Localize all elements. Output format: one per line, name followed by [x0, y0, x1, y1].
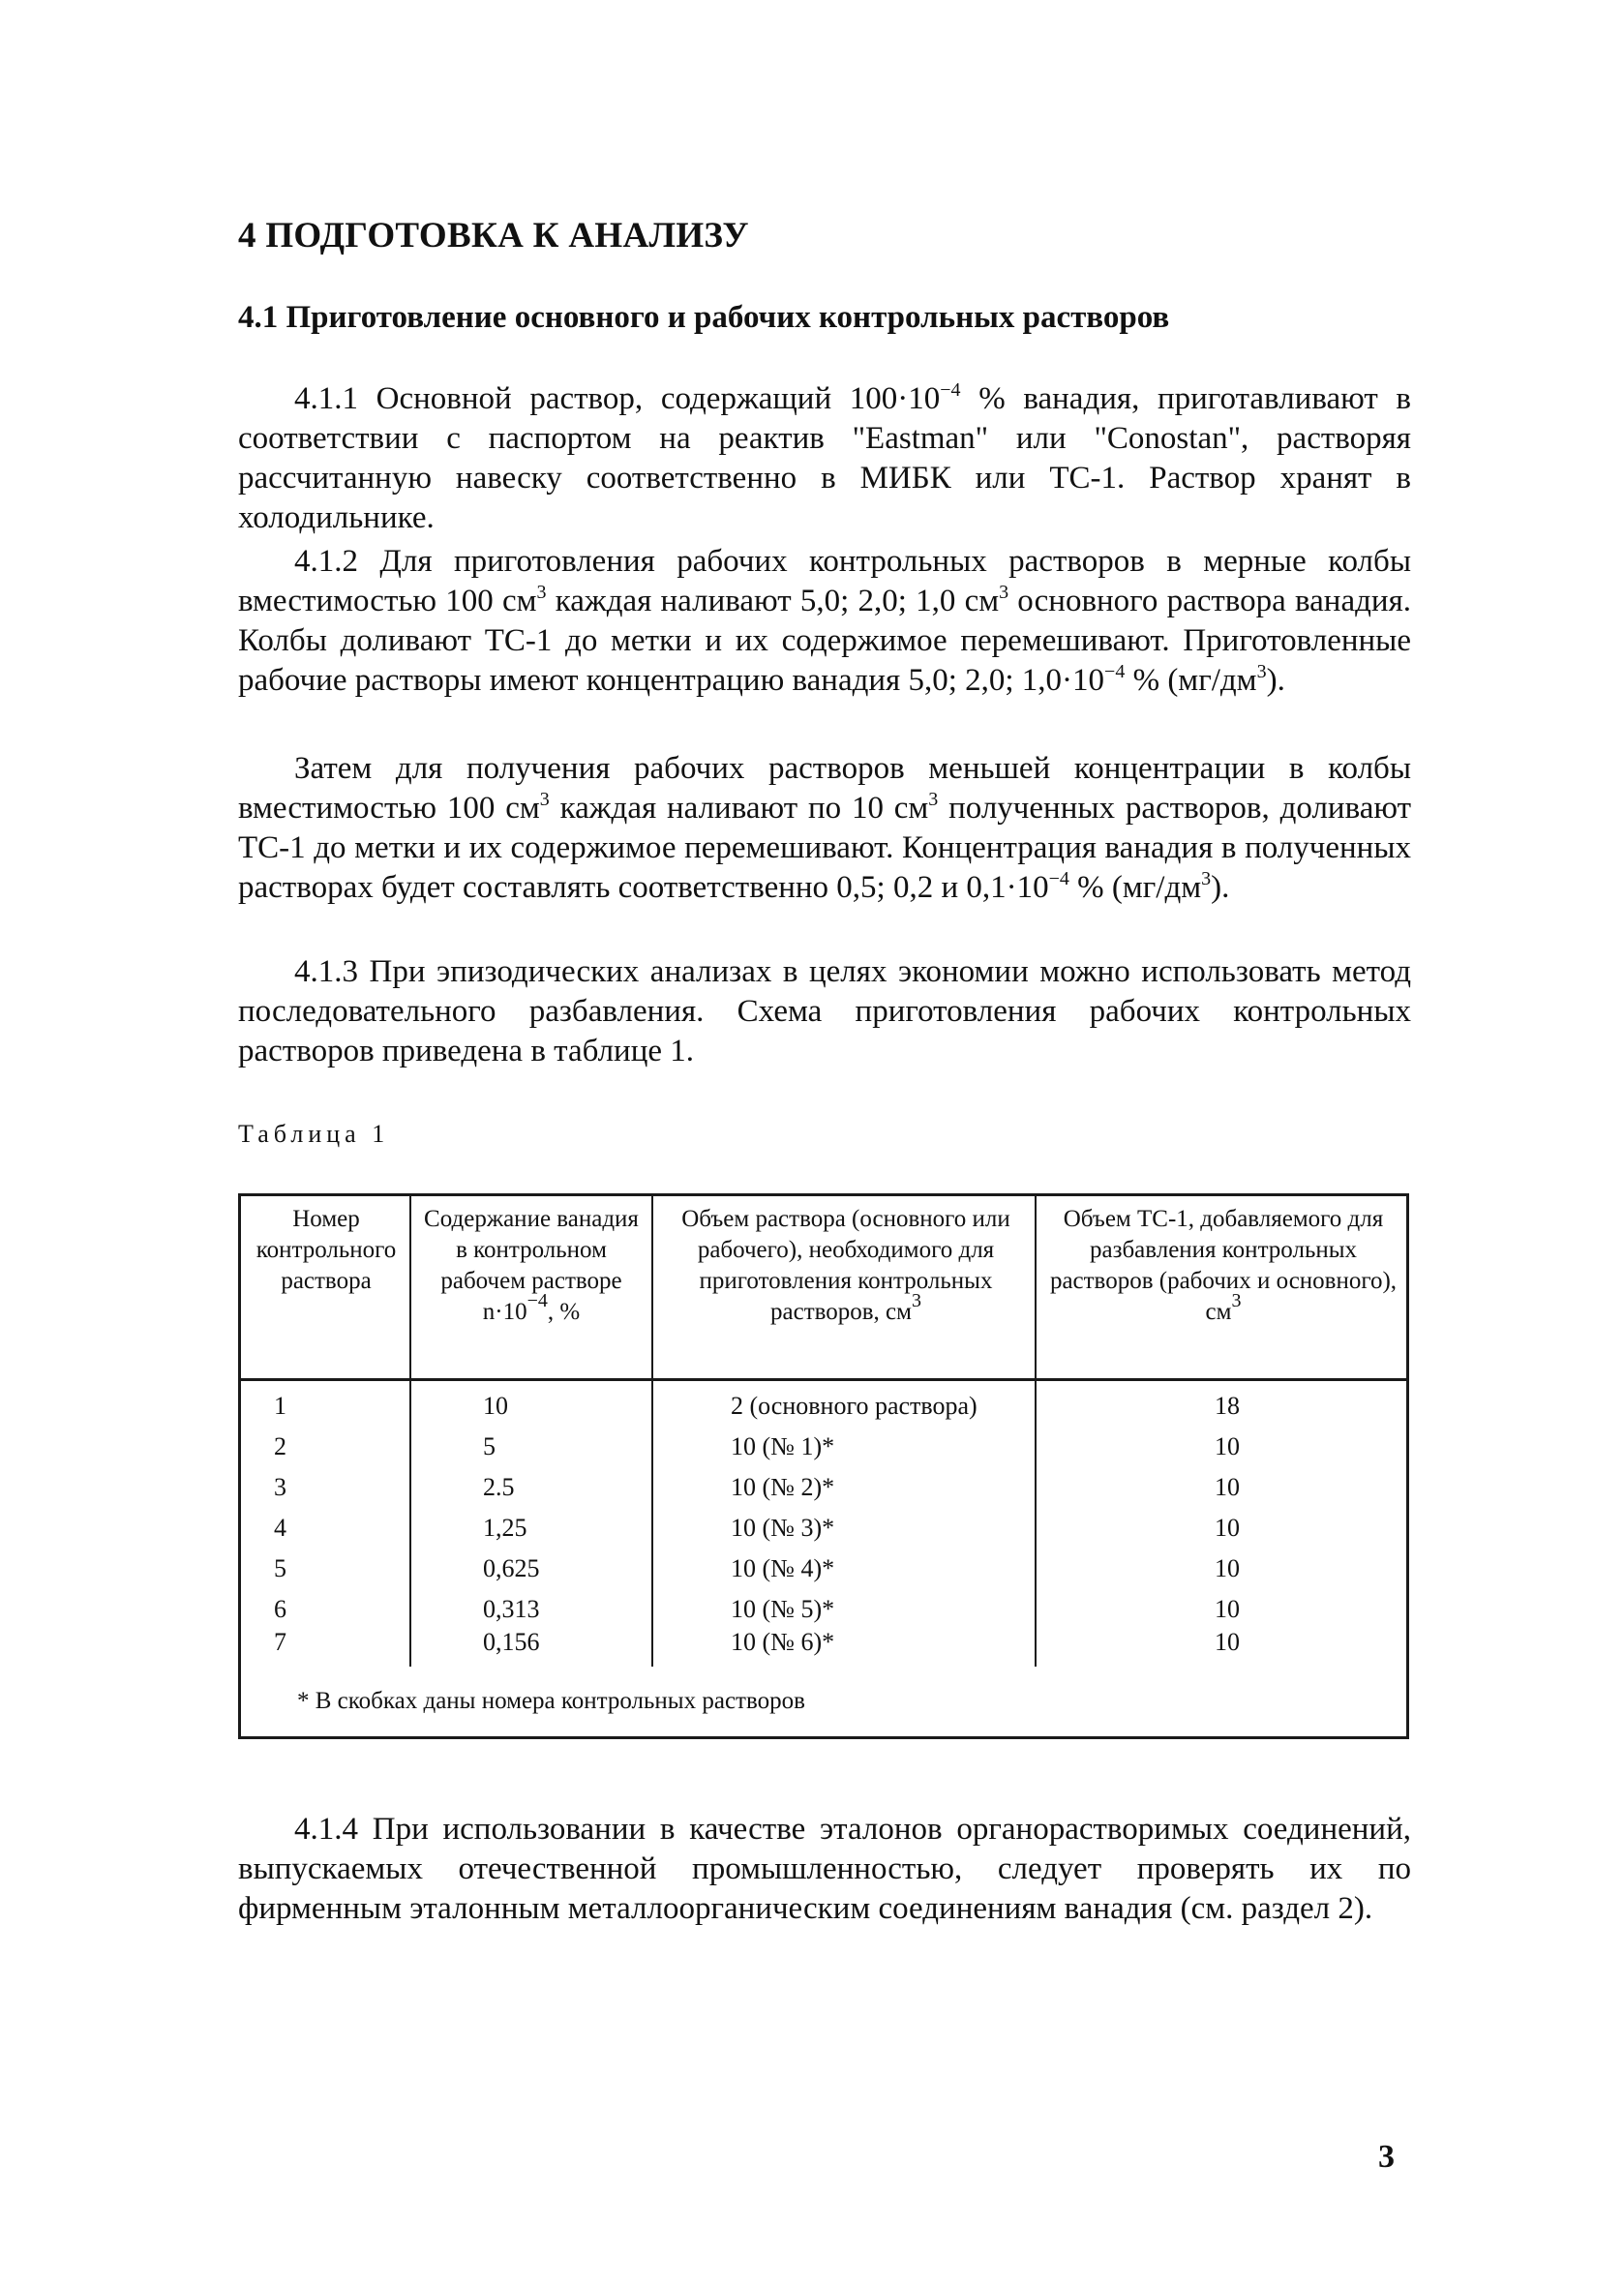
page-number: 3	[1378, 2139, 1395, 2175]
section-title: 4 ПОДГОТОВКА К АНАЛИЗУ	[238, 216, 749, 256]
paragraph-4-1-3: 4.1.3 При эпизодических анализах в целях экономии можно использовать метод последовательного разбавления. Схема приготовления рабочих контрольных растворов приведена в таблице 1.	[238, 954, 1411, 1068]
cell-content: 10	[483, 1392, 508, 1420]
cell-number: 3	[274, 1473, 286, 1501]
column-divider	[651, 1196, 653, 1667]
cell-number: 4	[274, 1514, 286, 1542]
paragraph-4-1-1: 4.1.1 Основной раствор, содержащий $100\cdot 10^{-4}$ % ванадия, приготавливают в соответствии с паспортом на реактив "Eastman" или "Conostan", растворяя рассчитанную навеску соответственно в МИБК или ТС-1. Раствор хранят в холодильнике.	[238, 379, 1411, 535]
cell-volume: 10 (№ 6)*	[731, 1628, 835, 1656]
column-divider	[409, 1196, 411, 1667]
header-solution-number: Номер контрольного раствора	[256, 1206, 397, 1294]
column-divider	[1035, 1196, 1037, 1667]
cell-content: 0,625	[483, 1554, 540, 1582]
cell-ts1: 10	[1215, 1432, 1240, 1460]
cell-content: 0,156	[483, 1628, 540, 1656]
cell-volume: 10 (№ 3)*	[731, 1514, 835, 1542]
cell-number: 7	[274, 1628, 286, 1656]
cell-ts1: 10	[1215, 1473, 1240, 1501]
header-divider	[241, 1378, 1406, 1381]
table-caption: Таблица 1	[238, 1120, 390, 1148]
cell-content: 1,25	[483, 1514, 527, 1542]
paragraph-4-1-4: 4.1.4 При использовании в качестве эталонов органорастворимых соединений, выпускаемых отечественной промышленностью, следует проверять их по фирменным эталонным металлоорганическим соединениям ванадия (см. раздел 2).	[238, 1812, 1411, 1926]
cell-volume: 10 (№ 1)*	[731, 1432, 835, 1460]
cell-ts1: 10	[1215, 1554, 1240, 1582]
cell-content: 2.5	[483, 1473, 515, 1501]
cell-ts1: 18	[1215, 1392, 1240, 1420]
cell-number: 6	[274, 1595, 286, 1623]
cell-number: 2	[274, 1432, 286, 1460]
cell-ts1: 10	[1215, 1595, 1240, 1623]
cell-number: 1	[274, 1392, 286, 1420]
cell-volume: 10 (№ 5)*	[731, 1595, 835, 1623]
header-solution-volume: Объем раствора (основного или рабочего), необходимого для приготовления контрольных растворов, $см^3$	[681, 1206, 1010, 1325]
cell-number: 5	[274, 1554, 286, 1582]
header-ts1-volume: Объем ТС-1, добавляемого для разбавления контрольных растворов (рабочих и основного), $см^3$	[1049, 1206, 1398, 1325]
paragraph-4-1-2-continued: Затем для получения рабочих растворов меньшей концентрации в колбы вместимостью 100 $см^3$ каждая наливают по 10 $см^3$ полученных растворов, доливают ТС-1 до метки и их содержимое перемешивают. Концентрация ванадия в полученных растворах будет составлять соответственно 0,5; 0,2 и $0,1\cdot 10^{-4}$ % $(мг/дм^3)$.	[238, 751, 1412, 905]
paragraph-4-1-2: 4.1.2 Для приготовления рабочих контрольных растворов в мерные колбы вместимостью 100 $см^3$ каждая наливают 5,0; 2,0; 1,0 $см^3$ основного раствора ванадия. Колбы доливают ТС-1 до метки и их содержимое перемешивают. Приготовленные рабочие растворы имеют концентрацию ванадия 5,0; 2,0; $1,0\cdot 10^{-4}$ % $(мг/дм^3)$.	[238, 544, 1411, 698]
cell-content: 0,313	[483, 1595, 540, 1623]
cell-volume: 10 (№ 2)*	[731, 1473, 835, 1501]
cell-volume: 2 (основного раствора)	[731, 1392, 977, 1420]
subsection-title: 4.1 Приготовление основного и рабочих контрольных растворов	[238, 300, 1170, 335]
cell-volume: 10 (№ 4)*	[731, 1554, 835, 1582]
cell-ts1: 10	[1215, 1514, 1240, 1542]
preparation-table	[238, 1193, 1409, 1739]
table-footnote: * В скобках даны номера контрольных растворов	[297, 1688, 805, 1714]
cell-content: 5	[483, 1432, 496, 1460]
header-vanadium-content: Содержание ванадия в контрольном рабочем растворе $n\cdot 10^{-4}$, %	[424, 1206, 639, 1325]
cell-ts1: 10	[1215, 1628, 1240, 1656]
